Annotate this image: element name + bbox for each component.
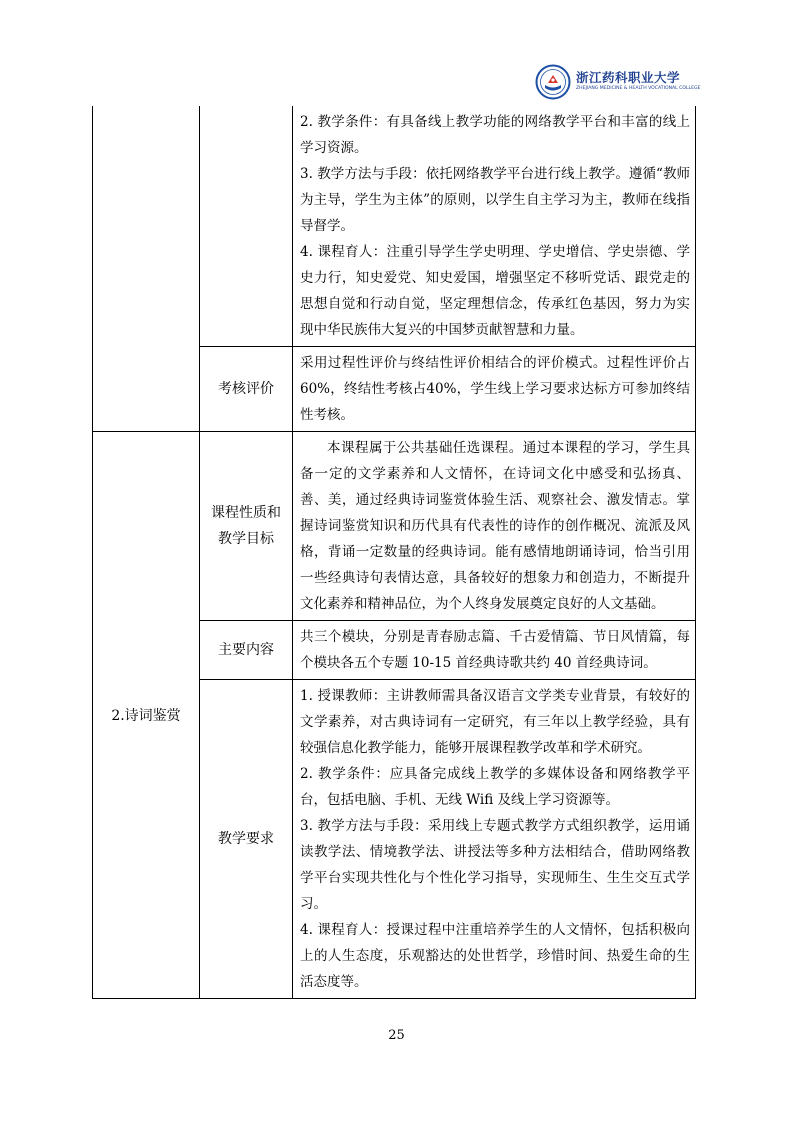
teaching-requirements-label: 教学要求 <box>200 680 293 999</box>
course-nature-text <box>293 432 696 621</box>
requirement-item: 3. 教学方法与手段：采用线上专题式教学方式组织教学，运用诵读教学法、情境教学法、讲授法等多种方法相结合，借助网络教学平台实现共性化与个性化学习指导，实现师生、生生交互式学习。 <box>300 818 690 912</box>
page-number: 25 <box>388 1028 405 1043</box>
page-header-logo <box>535 62 710 102</box>
teaching-requirements-cell <box>293 106 696 347</box>
college-name-cn: 浙江药科职业大学 <box>576 69 681 85</box>
requirement-item: 2. 教学条件：有具备线上教学功能的网络教学平台和丰富的线上学习资源。 <box>300 114 690 156</box>
course-nature-paragraph: 本课程属于公共基础任选课程。通过本课程的学习，学生具备一定的文学素养和人文情怀，在诗词文化中感受和弘扬真、善、美，通过经典诗词鉴赏体验生活、观察社会、激发情志。掌握诗词鉴赏知识和历代具有代表性的诗作的创作概况、流派及风格，背诵一定数量的经典诗词。能有感情地朗诵诗词，恰当引用一些经典诗句表情达意，具备较好的想象力和创造力，不断提升文化素养和精神品位，为个人终身发展奠定良好的人文基础。 <box>300 440 690 612</box>
course-nature-label <box>200 432 293 621</box>
requirement-item: 4. 课程育人：授课过程中注重培养学生的人文情怀，包括积极向上的人生态度，乐观豁达的处世哲学，珍惜时间、热爱生命的生活态度等。 <box>300 922 690 990</box>
teaching-requirements-label-cell <box>200 106 293 347</box>
course-name: 2.诗词鉴赏 <box>93 432 200 999</box>
assessment-text: 采用过程性评价与终结性评价相结合的评价模式。过程性评价占60%，终结性考核占40%，学生线上学习要求达标方可参加终结性考核。 <box>293 347 696 432</box>
requirement-item: 1. 授课教师：主讲教师需具备汉语言文学类专业背景，有较好的文学素养，对古典诗词有一定研究，有三年以上教学经验，具有较强信息化教学能力，能够开展课程教学改革和学术研究。 <box>300 688 690 756</box>
course-table <box>92 106 696 999</box>
assessment-label: 考核评价 <box>200 347 293 432</box>
table-row <box>93 106 696 347</box>
requirement-item: 3. 教学方法与手段：依托网络教学平台进行线上教学。遵循“教师为主导，学生为主体”的原则，以学生自主学习为主，教师在线指导督学。 <box>300 166 690 234</box>
teaching-requirements-cell <box>293 680 696 999</box>
requirement-item: 2. 教学条件：应具备完成线上教学的多媒体设备和网络教学平台，包括电脑、手机、无线 Wifi 及线上学习资源等。 <box>300 766 690 808</box>
table-row <box>93 432 696 621</box>
course-nature-label-text: 课程性质和教学目标 <box>211 505 281 547</box>
college-seal-logo <box>535 64 571 100</box>
main-content-text: 共三个模块，分别是青春励志篇、千古爱情篇、节日风情篇，每个模块各五个专题 10-15 首经典诗歌共约 40 首经典诗词。 <box>293 621 696 680</box>
requirement-item: 4. 课程育人：注重引导学生学史明理、学史增信、学史崇德、学史力行，知史爱党、知史爱国，增强坚定不移听党话、跟党走的思想自觉和行动自觉，坚定理想信念，传承红色基因，努力为实现中华民族伟大复兴的中国梦贡献智慧和力量。 <box>300 244 690 338</box>
course-name-cell <box>93 106 200 432</box>
college-name-en: ZHEJIANG MEDICINE & HEALTH VOCATIONAL COLLEGE <box>576 86 701 92</box>
main-content-label: 主要内容 <box>200 621 293 680</box>
